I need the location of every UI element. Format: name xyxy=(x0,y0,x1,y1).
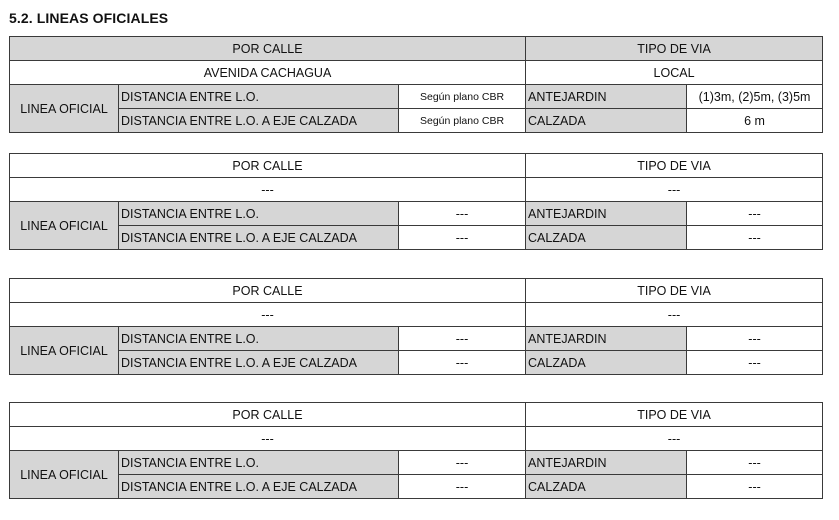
calle-value: --- xyxy=(10,427,526,451)
lineas-oficiales-table-3 xyxy=(9,278,823,375)
via-value: --- xyxy=(526,303,823,327)
table-row xyxy=(10,451,823,475)
table-header-row xyxy=(10,154,823,178)
tipo-via-header: TIPO DE VIA xyxy=(526,403,823,427)
tipo-via-header: TIPO DE VIA xyxy=(526,154,823,178)
distancia-eje-value: --- xyxy=(399,351,526,375)
distancia-lo-label: DISTANCIA ENTRE L.O. xyxy=(119,451,399,475)
distancia-eje-value: --- xyxy=(399,226,526,250)
calzada-value: --- xyxy=(687,475,823,499)
table-row xyxy=(10,351,823,375)
distancia-lo-value: --- xyxy=(399,202,526,226)
distancia-eje-value: Según plano CBR xyxy=(399,109,526,133)
distancia-eje-value: --- xyxy=(399,475,526,499)
distancia-lo-label: DISTANCIA ENTRE L.O. xyxy=(119,202,399,226)
antejardin-label: ANTEJARDIN xyxy=(526,85,687,109)
por-calle-header: POR CALLE xyxy=(10,279,526,303)
calzada-value: --- xyxy=(687,351,823,375)
linea-oficial-label: LINEA OFICIAL xyxy=(10,451,119,499)
lineas-oficiales-table-1 xyxy=(9,36,823,133)
tipo-via-header: TIPO DE VIA xyxy=(526,279,823,303)
lineas-oficiales-table-2 xyxy=(9,153,823,250)
section-heading: 5.2. LINEAS OFICIALES xyxy=(9,10,169,26)
distancia-lo-value: --- xyxy=(399,327,526,351)
antejardin-value: (1)3m, (2)5m, (3)5m xyxy=(687,85,823,109)
calzada-label: CALZADA xyxy=(526,109,687,133)
antejardin-value: --- xyxy=(687,451,823,475)
calle-value: --- xyxy=(10,178,526,202)
calzada-value: --- xyxy=(687,226,823,250)
table-row xyxy=(10,475,823,499)
calle-value: --- xyxy=(10,303,526,327)
antejardin-value: --- xyxy=(687,327,823,351)
table-row xyxy=(10,178,823,202)
calzada-label: CALZADA xyxy=(526,475,687,499)
table-row xyxy=(10,109,823,133)
distancia-eje-label: DISTANCIA ENTRE L.O. A EJE CALZADA xyxy=(119,351,399,375)
table-header-row xyxy=(10,279,823,303)
via-value: --- xyxy=(526,427,823,451)
distancia-lo-label: DISTANCIA ENTRE L.O. xyxy=(119,85,399,109)
distancia-eje-label: DISTANCIA ENTRE L.O. A EJE CALZADA xyxy=(119,109,399,133)
table-row xyxy=(10,85,823,109)
table-row xyxy=(10,202,823,226)
antejardin-value: --- xyxy=(687,202,823,226)
antejardin-label: ANTEJARDIN xyxy=(526,327,687,351)
distancia-lo-value: --- xyxy=(399,451,526,475)
table-header-row xyxy=(10,403,823,427)
calle-value: AVENIDA CACHAGUA xyxy=(10,61,526,85)
table-row xyxy=(10,427,823,451)
table-row xyxy=(10,61,823,85)
distancia-eje-label: DISTANCIA ENTRE L.O. A EJE CALZADA xyxy=(119,475,399,499)
antejardin-label: ANTEJARDIN xyxy=(526,451,687,475)
por-calle-header: POR CALLE xyxy=(10,37,526,61)
distancia-lo-label: DISTANCIA ENTRE L.O. xyxy=(119,327,399,351)
linea-oficial-label: LINEA OFICIAL xyxy=(10,327,119,375)
table-row xyxy=(10,327,823,351)
via-value: LOCAL xyxy=(526,61,823,85)
calzada-label: CALZADA xyxy=(526,226,687,250)
table-header-row xyxy=(10,37,823,61)
por-calle-header: POR CALLE xyxy=(10,154,526,178)
linea-oficial-label: LINEA OFICIAL xyxy=(10,202,119,250)
distancia-lo-value: Según plano CBR xyxy=(399,85,526,109)
linea-oficial-label: LINEA OFICIAL xyxy=(10,85,119,133)
por-calle-header: POR CALLE xyxy=(10,403,526,427)
via-value: --- xyxy=(526,178,823,202)
antejardin-label: ANTEJARDIN xyxy=(526,202,687,226)
distancia-eje-label: DISTANCIA ENTRE L.O. A EJE CALZADA xyxy=(119,226,399,250)
table-row xyxy=(10,226,823,250)
tipo-via-header: TIPO DE VIA xyxy=(526,37,823,61)
lineas-oficiales-table-4 xyxy=(9,402,823,499)
table-row xyxy=(10,303,823,327)
calzada-label: CALZADA xyxy=(526,351,687,375)
calzada-value: 6 m xyxy=(687,109,823,133)
